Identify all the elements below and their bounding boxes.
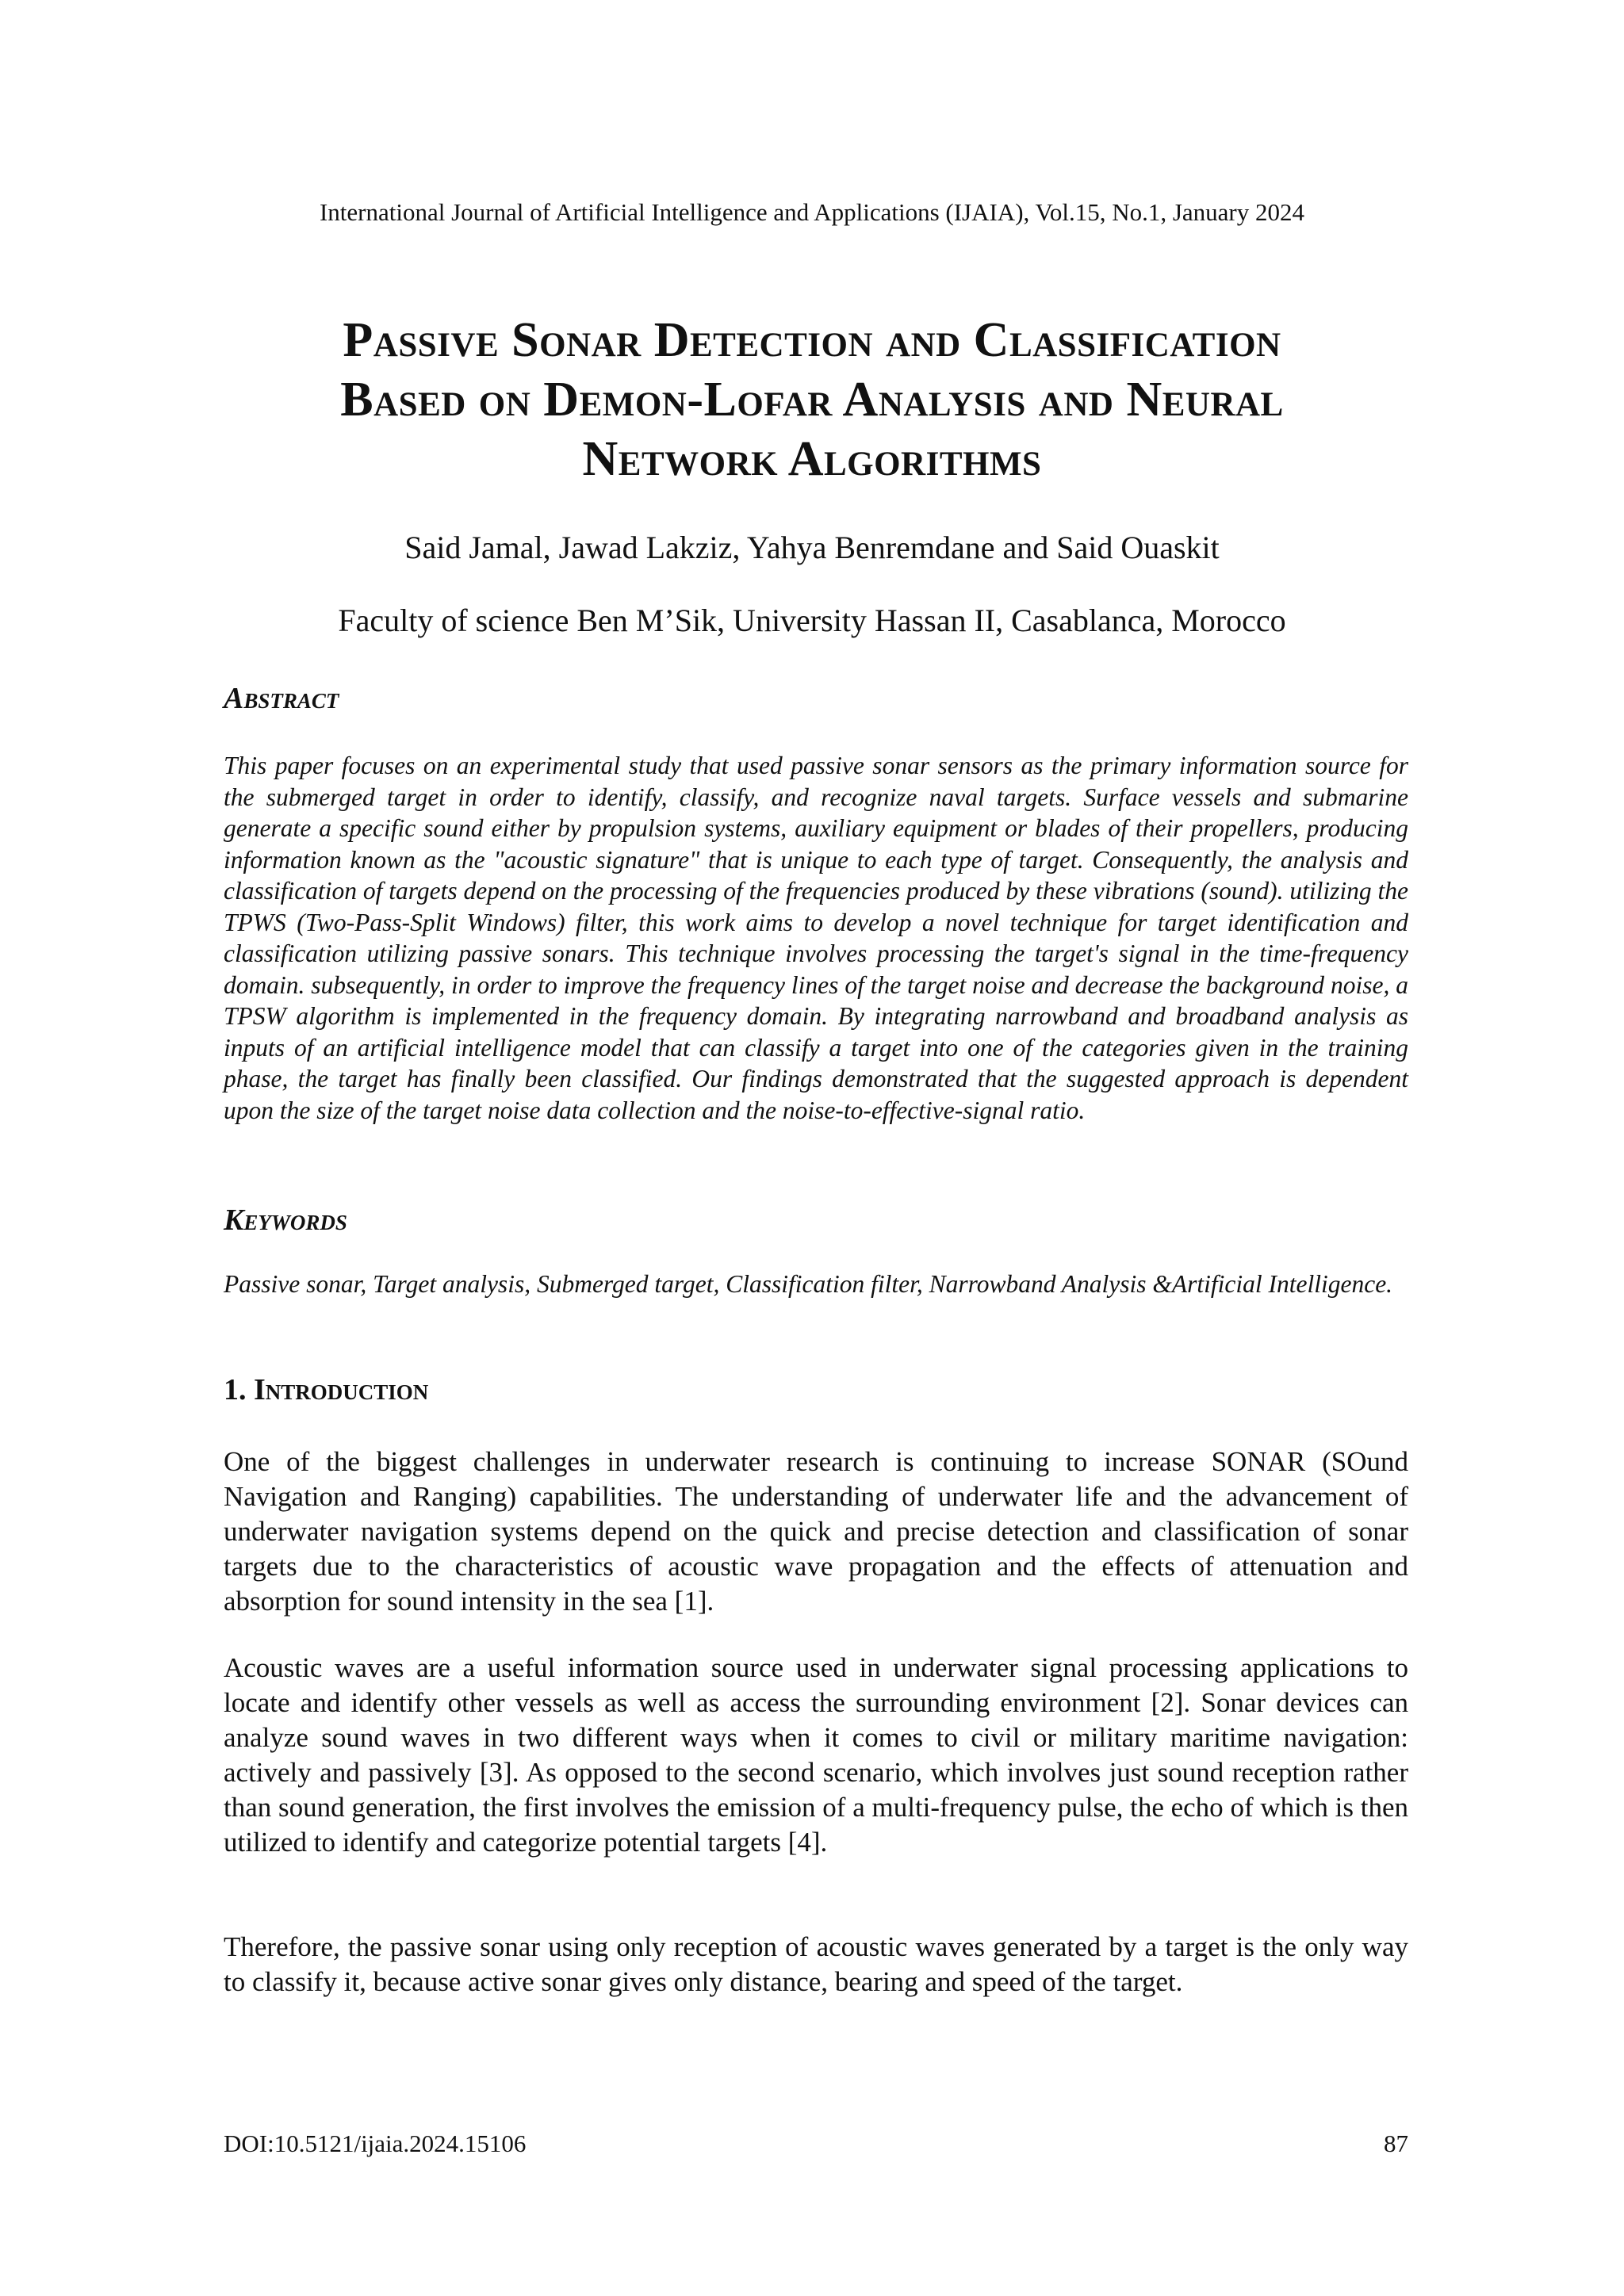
- keywords-text: Passive sonar, Target analysis, Submerged target, Classification filter, Narrowband Analysis &Artificial Intelligence.: [224, 1270, 1393, 1298]
- abstract-text: This paper focuses on an experimental study that used passive sonar sensors as the primary information source for the submerged target in order to identify, classify, and recognize naval targets. Surface vessels and submarine generate a specific sound either by propulsion systems, auxiliary equipment or blades of their propellers, producing information known as the "acoustic signature" that is unique to each type of target. Consequently, the analysis and classification of targets depend on the processing of the frequencies produced by these vibrations (sound). utilizing the TPWS (Two-Pass-Split Windows) filter, this work aims to develop a novel technique for target identification and classification utilizing passive sonars. This technique involves processing the target's signal in the time-frequency domain. subsequently, in order to improve the frequency lines of the target noise and decrease the background noise, a TPSW algorithm is implemented in the frequency domain. By integrating narrowband and broadband analysis as inputs of an artificial intelligence model that can classify a target into one of the categories given in the training phase, the target has finally been classified. Our findings demonstrated that the suggested approach is dependent upon the size of the target noise data collection and the noise-to-effective-signal ratio.: [224, 752, 1408, 1124]
- intro-paragraph-2: Acoustic waves are a useful information source used in underwater signal processing applications to locate and identify other vessels as well as access the surrounding environment [2]. Sonar devices can analyze sound waves in two different ways when it comes to civil or military maritime navigation: actively and passively [3]. As opposed to the second scenario, which involves just sound reception rather than sound generation, the first involves the emission of a multi-frequency pulse, the echo of which is then utilized to identify and categorize potential targets [4].: [224, 1652, 1408, 1858]
- title-line-1: Passive Sonar Detection and Classification: [343, 313, 1281, 367]
- abstract-heading: Abstract: [224, 682, 339, 715]
- title-line-2: Based on Demon-Lofar Analysis and Neural: [340, 373, 1284, 427]
- intro-paragraph-1: One of the biggest challenges in underwater research is continuing to increase SONAR (SOund Navigation and Ranging) capabilities. The understanding of underwater life and the advancement of underwater navigation systems depend on the quick and precise detection and classification of sonar targets due to the characteristics of acoustic wave propagation and the effects of attenuation and absorption for sound intensity in the sea [1].: [224, 1446, 1408, 1617]
- keywords-heading: Keywords: [224, 1203, 347, 1237]
- paper-title: [159, 311, 1465, 489]
- authors: Said Jamal, Jawad Lakziz, Yahya Benremdane and Said Ouaskit: [404, 530, 1220, 565]
- introduction-heading: 1. Introduction: [224, 1373, 429, 1406]
- running-header: International Journal of Artificial Intelligence and Applications (IJAIA), Vol.15, No.1, January 2024: [319, 198, 1304, 226]
- intro-paragraph-3: Therefore, the passive sonar using only reception of acoustic waves generated by a target is the only way to classify it, because active sonar gives only distance, bearing and speed of the target.: [224, 1931, 1408, 1997]
- title-line-3: Network Algorithms: [582, 432, 1042, 486]
- footer-doi: DOI:10.5121/ijaia.2024.15106: [224, 2130, 527, 2157]
- affiliation: Faculty of science Ben M’Sik, University Hassan II, Casablanca, Morocco: [338, 603, 1286, 638]
- page-number: 87: [1384, 2130, 1408, 2157]
